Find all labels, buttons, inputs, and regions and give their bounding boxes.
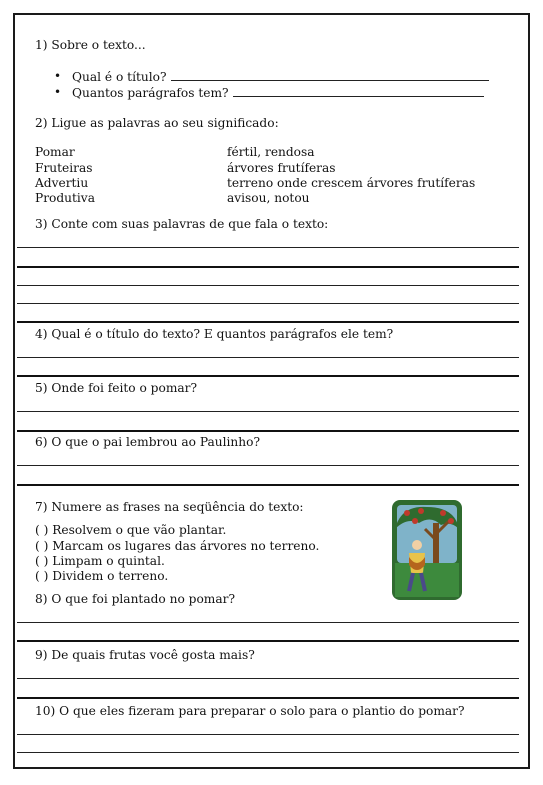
question-4: 4) Qual é o título do texto? E quantos parágrafos ele tem? <box>35 327 394 341</box>
question-10: 10) O que eles fizeram para preparar o solo para o plantio do pomar? <box>35 704 465 718</box>
answer-line[interactable] <box>17 285 519 286</box>
question-7: 7) Numere as frases na seqüência do texto: <box>35 500 304 514</box>
answer-blank[interactable] <box>233 85 484 97</box>
meaning-2: árvores frutíferas <box>227 161 336 175</box>
word-pomar: Pomar <box>35 145 75 159</box>
meaning-1: fértil, rendosa <box>227 145 315 159</box>
question-1: 1) Sobre o texto... <box>35 38 146 52</box>
section-divider <box>17 430 519 432</box>
question-1-title-prompt: Qual é o título? <box>72 69 489 85</box>
section-divider <box>17 375 519 377</box>
sequence-item-2[interactable]: ( ) Marcam os lugares das árvores no terreno. <box>35 539 320 553</box>
word-produtiva: Produtiva <box>35 191 95 205</box>
answer-line[interactable] <box>17 622 519 623</box>
sequence-item-4[interactable]: ( ) Dividem o terreno. <box>35 569 169 583</box>
bullet-icon: • <box>54 69 62 83</box>
answer-blank[interactable] <box>171 69 489 81</box>
answer-line[interactable] <box>17 303 519 304</box>
question-9: 9) De quais frutas você gosta mais? <box>35 648 255 662</box>
answer-line[interactable] <box>17 752 519 753</box>
answer-line[interactable] <box>17 465 519 466</box>
section-divider <box>17 321 519 323</box>
section-divider <box>17 640 519 642</box>
sequence-item-1[interactable]: ( ) Resolvem o que vão plantar. <box>35 523 227 537</box>
question-6: 6) O que o pai lembrou ao Paulinho? <box>35 435 261 449</box>
answer-line[interactable] <box>17 734 519 735</box>
answer-line[interactable] <box>17 411 519 412</box>
question-5: 5) Onde foi feito o pomar? <box>35 381 197 395</box>
section-divider <box>17 697 519 699</box>
answer-line[interactable] <box>17 678 519 679</box>
question-2: 2) Ligue as palavras ao seu significado: <box>35 116 279 130</box>
sequence-item-3[interactable]: ( ) Limpam o quintal. <box>35 554 165 568</box>
answer-line[interactable] <box>17 357 519 358</box>
answer-line[interactable] <box>17 266 519 268</box>
person-picking-fruit-under-tree-icon <box>391 499 463 601</box>
meaning-3: terreno onde crescem árvores frutíferas <box>227 176 476 190</box>
section-divider <box>17 484 519 486</box>
question-8: 8) O que foi plantado no pomar? <box>35 592 235 606</box>
question-3: 3) Conte com suas palavras de que fala o texto: <box>35 217 329 231</box>
meaning-4: avisou, notou <box>227 191 310 205</box>
bullet-icon: • <box>54 85 62 99</box>
question-1-paragraphs-prompt: Quantos parágrafos tem? <box>72 85 484 101</box>
answer-line[interactable] <box>17 247 519 248</box>
word-advertiu: Advertiu <box>35 176 89 190</box>
word-fruteiras: Fruteiras <box>35 161 93 175</box>
